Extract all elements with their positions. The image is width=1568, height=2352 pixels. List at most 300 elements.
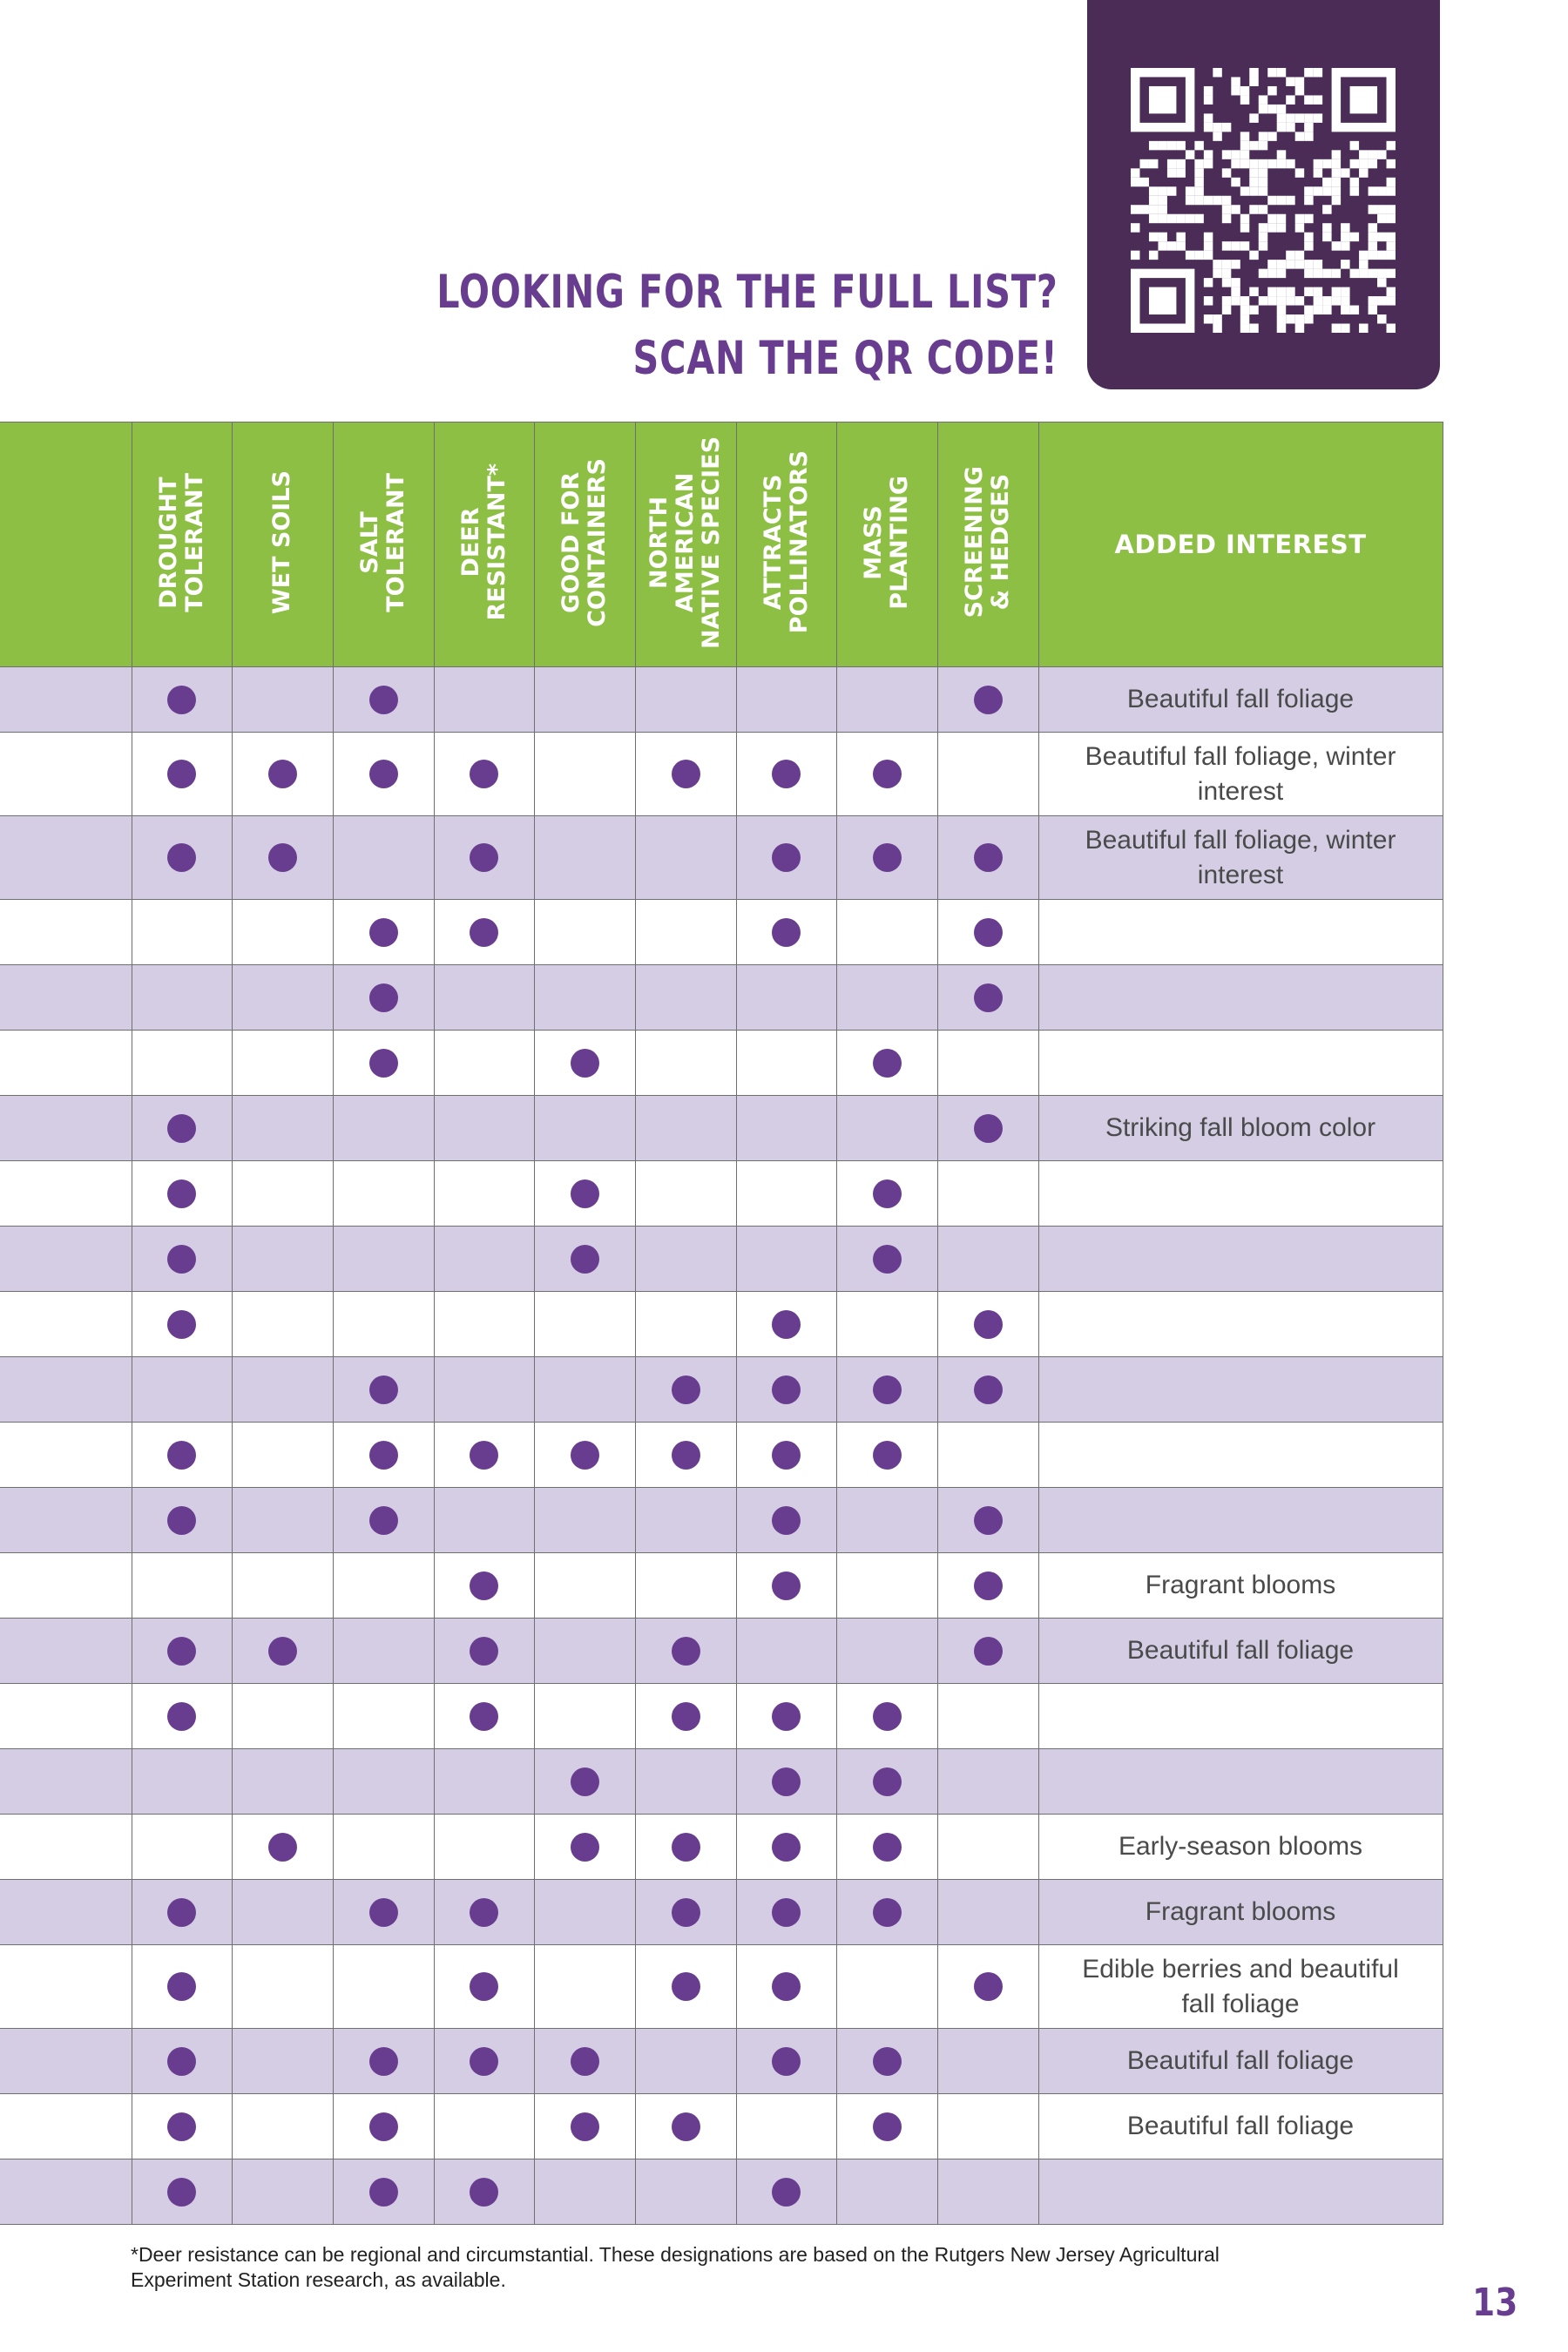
attribute-cell — [635, 1357, 736, 1423]
attribute-cell — [534, 1423, 635, 1488]
attribute-cell — [836, 1749, 937, 1815]
attribute-cell — [333, 1096, 434, 1161]
attribute-dot-icon — [167, 1637, 196, 1666]
attribute-cell — [937, 1880, 1038, 1945]
attribute-cell — [836, 1423, 937, 1488]
attribute-cell — [836, 1031, 937, 1096]
attribute-cell — [736, 1227, 836, 1292]
attribute-cell — [132, 2029, 232, 2094]
attribute-cell — [937, 2094, 1038, 2159]
attribute-dot-icon — [167, 2047, 196, 2076]
attribute-cell — [635, 1815, 736, 1880]
attribute-cell — [333, 816, 434, 900]
attribute-dot-icon — [369, 760, 398, 788]
column-header — [534, 422, 635, 667]
added-interest-cell — [1038, 900, 1443, 965]
plant-name-cell — [0, 1161, 132, 1227]
attribute-dot-icon — [672, 1833, 700, 1862]
attribute-dot-icon — [571, 1767, 599, 1796]
table-row — [0, 816, 1443, 900]
attribute-cell — [132, 1031, 232, 1096]
attribute-dot-icon — [772, 1571, 801, 1600]
attribute-cell — [635, 1227, 736, 1292]
attribute-cell — [937, 816, 1038, 900]
attribute-cell — [132, 1357, 232, 1423]
attribute-cell — [937, 1619, 1038, 1684]
attribute-dot-icon — [772, 2178, 801, 2207]
attribute-cell — [937, 1031, 1038, 1096]
attribute-cell — [534, 1880, 635, 1945]
attribute-cell — [232, 1684, 333, 1749]
attribute-cell — [836, 1553, 937, 1619]
attribute-cell — [333, 900, 434, 965]
column-header — [635, 422, 736, 667]
attribute-cell — [333, 1684, 434, 1749]
attribute-cell — [937, 1553, 1038, 1619]
attribute-cell — [333, 1423, 434, 1488]
plant-name-cell — [0, 1945, 132, 2029]
page-number: 13 — [1471, 2281, 1517, 2325]
table-row — [0, 2094, 1443, 2159]
attribute-dot-icon — [470, 2047, 498, 2076]
attribute-dot-icon — [571, 1441, 599, 1470]
attribute-dot-icon — [167, 1506, 196, 1535]
added-interest-cell — [1038, 1292, 1443, 1357]
attribute-dot-icon — [772, 1898, 801, 1927]
added-interest-cell: Beautiful fall foliage — [1038, 1619, 1443, 1684]
page-headline — [437, 260, 1058, 392]
added-interest-cell: Fragrant blooms — [1038, 1553, 1443, 1619]
attribute-cell — [434, 1684, 534, 1749]
plant-name-cell — [0, 816, 132, 900]
attribute-cell — [937, 733, 1038, 816]
plant-name-cell — [0, 2159, 132, 2225]
attribute-cell — [434, 1096, 534, 1161]
attribute-cell — [736, 1357, 836, 1423]
added-interest-cell — [1038, 1031, 1443, 1096]
plant-name-cell — [0, 965, 132, 1031]
attribute-dot-icon — [167, 2178, 196, 2207]
added-interest-cell: Beautiful fall foliage — [1038, 2029, 1443, 2094]
attribute-dot-icon — [772, 843, 801, 872]
attribute-cell — [434, 1488, 534, 1553]
attribute-cell — [534, 1684, 635, 1749]
attribute-cell — [534, 1031, 635, 1096]
attribute-cell — [736, 1423, 836, 1488]
attribute-dot-icon — [369, 1898, 398, 1927]
attribute-cell — [937, 1096, 1038, 1161]
attribute-cell — [534, 1292, 635, 1357]
attribute-cell — [534, 1815, 635, 1880]
attribute-cell — [937, 1292, 1038, 1357]
plant-name-cell — [0, 1619, 132, 1684]
attribute-cell — [836, 2159, 937, 2225]
table-row — [0, 900, 1443, 965]
attribute-cell — [534, 1357, 635, 1423]
headline-line-2: SCAN THE QR CODE! — [632, 332, 1058, 385]
attribute-cell — [635, 667, 736, 733]
attribute-cell — [534, 1227, 635, 1292]
attribute-dot-icon — [470, 1972, 498, 2001]
attribute-cell — [836, 965, 937, 1031]
table-row — [0, 1031, 1443, 1096]
attribute-cell — [635, 1292, 736, 1357]
attribute-dot-icon — [167, 1245, 196, 1274]
attribute-cell — [333, 667, 434, 733]
attribute-dot-icon — [772, 1833, 801, 1862]
table-row — [0, 1096, 1443, 1161]
attribute-cell — [736, 965, 836, 1031]
attribute-dot-icon — [470, 843, 498, 872]
added-interest-cell — [1038, 965, 1443, 1031]
added-interest-header — [1038, 422, 1443, 667]
attribute-dot-icon — [167, 1972, 196, 2001]
attribute-cell — [333, 1488, 434, 1553]
attribute-cell — [333, 1945, 434, 2029]
attribute-cell — [232, 667, 333, 733]
attribute-cell — [736, 816, 836, 900]
attribute-cell — [937, 965, 1038, 1031]
plant-name-cell — [0, 1880, 132, 1945]
attribute-cell — [635, 1619, 736, 1684]
attribute-dot-icon — [369, 1375, 398, 1404]
attribute-cell — [937, 1815, 1038, 1880]
attribute-cell — [232, 816, 333, 900]
attribute-cell — [635, 965, 736, 1031]
attribute-dot-icon — [167, 1310, 196, 1339]
added-interest-cell — [1038, 1161, 1443, 1227]
attribute-cell — [434, 1031, 534, 1096]
attribute-dot-icon — [974, 1571, 1003, 1600]
attribute-cell — [434, 1357, 534, 1423]
added-interest-cell — [1038, 1423, 1443, 1488]
attribute-cell — [232, 1488, 333, 1553]
column-header — [736, 422, 836, 667]
attribute-cell — [232, 2159, 333, 2225]
plant-attributes-table — [0, 422, 1443, 2225]
attribute-cell — [836, 1161, 937, 1227]
attribute-dot-icon — [167, 760, 196, 788]
attribute-cell — [434, 1619, 534, 1684]
attribute-cell — [132, 816, 232, 900]
attribute-cell — [836, 900, 937, 965]
added-interest-header-label: ADDED INTEREST — [1114, 530, 1367, 559]
headline-line-1: LOOKING FOR THE FULL LIST? — [436, 266, 1058, 319]
column-header-label: GOOD FOR CONTAINERS — [558, 457, 611, 627]
attribute-cell — [836, 1945, 937, 2029]
attribute-dot-icon — [873, 2047, 902, 2076]
attribute-cell — [736, 1945, 836, 2029]
attribute-cell — [635, 1423, 736, 1488]
attribute-cell — [434, 1815, 534, 1880]
attribute-dot-icon — [167, 1898, 196, 1927]
attribute-cell — [736, 1880, 836, 1945]
attribute-dot-icon — [772, 2047, 801, 2076]
attribute-cell — [434, 1749, 534, 1815]
column-header-label: NORTH AMERICAN NATIVE SPECIES — [645, 436, 725, 649]
attribute-dot-icon — [571, 2112, 599, 2141]
attribute-cell — [132, 1488, 232, 1553]
column-header — [937, 422, 1038, 667]
attribute-dot-icon — [974, 918, 1003, 947]
attribute-cell — [434, 2159, 534, 2225]
table-row — [0, 1684, 1443, 1749]
attribute-cell — [534, 1161, 635, 1227]
attribute-cell — [635, 900, 736, 965]
attribute-cell — [937, 1423, 1038, 1488]
added-interest-cell: Striking fall bloom color — [1038, 1096, 1443, 1161]
attribute-cell — [736, 2094, 836, 2159]
attribute-dot-icon — [672, 760, 700, 788]
attribute-dot-icon — [974, 686, 1003, 714]
attribute-cell — [836, 1684, 937, 1749]
table-row — [0, 1227, 1443, 1292]
attribute-cell — [534, 2029, 635, 2094]
attribute-cell — [333, 2029, 434, 2094]
attribute-cell — [836, 1357, 937, 1423]
attribute-dot-icon — [772, 1506, 801, 1535]
attribute-cell — [232, 733, 333, 816]
attribute-dot-icon — [873, 1179, 902, 1208]
attribute-cell — [132, 1553, 232, 1619]
plant-name-cell — [0, 2094, 132, 2159]
attribute-dot-icon — [470, 1898, 498, 1927]
attribute-cell — [736, 1749, 836, 1815]
attribute-cell — [333, 965, 434, 1031]
qr-panel — [1087, 0, 1440, 389]
attribute-dot-icon — [369, 2047, 398, 2076]
added-interest-cell — [1038, 2159, 1443, 2225]
attribute-cell — [132, 1815, 232, 1880]
table-row — [0, 1749, 1443, 1815]
attribute-cell — [635, 1684, 736, 1749]
attribute-dot-icon — [268, 1637, 297, 1666]
attribute-cell — [534, 1749, 635, 1815]
attribute-cell — [434, 900, 534, 965]
table-row — [0, 1488, 1443, 1553]
attribute-cell — [333, 1357, 434, 1423]
table-row — [0, 1423, 1443, 1488]
attribute-dot-icon — [470, 918, 498, 947]
attribute-dot-icon — [571, 1833, 599, 1862]
attribute-dot-icon — [167, 843, 196, 872]
attribute-cell — [534, 1488, 635, 1553]
attribute-cell — [836, 2029, 937, 2094]
attribute-cell — [333, 1619, 434, 1684]
attribute-cell — [937, 1684, 1038, 1749]
plant-name-cell — [0, 1096, 132, 1161]
table-row — [0, 1880, 1443, 1945]
table-row — [0, 1357, 1443, 1423]
attribute-cell — [132, 2159, 232, 2225]
attribute-cell — [736, 2159, 836, 2225]
attribute-cell — [434, 2029, 534, 2094]
attribute-dot-icon — [672, 2112, 700, 2141]
attribute-dot-icon — [470, 1637, 498, 1666]
attribute-cell — [333, 1292, 434, 1357]
attribute-dot-icon — [369, 2112, 398, 2141]
attribute-cell — [434, 1423, 534, 1488]
attribute-dot-icon — [369, 1506, 398, 1535]
attribute-cell — [232, 1945, 333, 2029]
attribute-cell — [635, 2094, 736, 2159]
attribute-cell — [132, 1292, 232, 1357]
attribute-cell — [434, 965, 534, 1031]
footnote: *Deer resistance can be regional and circumstantial. These designations are based on the Rutgers New Jersey Agricultural Experiment Station research, as available. — [131, 2243, 1220, 2291]
attribute-dot-icon — [571, 1049, 599, 1078]
column-header-label: ATTRACTS POLLINATORS — [759, 450, 813, 634]
attribute-dot-icon — [672, 1702, 700, 1731]
attribute-cell — [937, 1488, 1038, 1553]
column-header-label: SCREENING & HEDGES — [961, 466, 1014, 618]
attribute-cell — [635, 1161, 736, 1227]
attribute-dot-icon — [772, 760, 801, 788]
attribute-cell — [736, 1684, 836, 1749]
attribute-cell — [232, 2029, 333, 2094]
attribute-cell — [534, 667, 635, 733]
table-row — [0, 1292, 1443, 1357]
attribute-cell — [132, 1096, 232, 1161]
attribute-dot-icon — [873, 1833, 902, 1862]
attribute-cell — [836, 1292, 937, 1357]
attribute-cell — [333, 1161, 434, 1227]
attribute-dot-icon — [873, 1441, 902, 1470]
attribute-dot-icon — [167, 1441, 196, 1470]
table-row — [0, 1945, 1443, 2029]
attribute-dot-icon — [974, 1114, 1003, 1143]
plant-name-cell — [0, 2029, 132, 2094]
attribute-dot-icon — [873, 1245, 902, 1274]
attribute-cell — [736, 1096, 836, 1161]
plant-name-cell — [0, 667, 132, 733]
attribute-cell — [937, 900, 1038, 965]
plant-name-cell — [0, 1357, 132, 1423]
attribute-cell — [937, 1357, 1038, 1423]
attribute-cell — [836, 1227, 937, 1292]
attribute-dot-icon — [369, 918, 398, 947]
attribute-cell — [434, 1945, 534, 2029]
column-header-label: MASS PLANTING — [860, 475, 913, 610]
attribute-cell — [534, 733, 635, 816]
plant-name-cell — [0, 1031, 132, 1096]
attribute-cell — [232, 1423, 333, 1488]
attribute-dot-icon — [470, 2178, 498, 2207]
plant-name-cell — [0, 1553, 132, 1619]
attribute-cell — [534, 965, 635, 1031]
attribute-dot-icon — [369, 1441, 398, 1470]
attribute-cell — [736, 2029, 836, 2094]
attribute-dot-icon — [772, 1767, 801, 1796]
attribute-cell — [434, 1227, 534, 1292]
attribute-cell — [937, 667, 1038, 733]
attribute-dot-icon — [772, 918, 801, 947]
attribute-cell — [534, 900, 635, 965]
attribute-cell — [333, 1031, 434, 1096]
attribute-dot-icon — [974, 1375, 1003, 1404]
column-header — [333, 422, 434, 667]
added-interest-cell — [1038, 1357, 1443, 1423]
attribute-cell — [836, 2094, 937, 2159]
attribute-cell — [232, 1357, 333, 1423]
attribute-dot-icon — [369, 983, 398, 1012]
attribute-cell — [736, 1292, 836, 1357]
attribute-cell — [736, 1619, 836, 1684]
attribute-cell — [836, 1815, 937, 1880]
attribute-dot-icon — [167, 1179, 196, 1208]
attribute-cell — [534, 1096, 635, 1161]
attribute-cell — [132, 1619, 232, 1684]
table-row — [0, 667, 1443, 733]
attribute-cell — [232, 1292, 333, 1357]
attribute-cell — [635, 816, 736, 900]
attribute-dot-icon — [672, 1375, 700, 1404]
attribute-cell — [232, 2094, 333, 2159]
attribute-cell — [736, 1031, 836, 1096]
attribute-cell — [232, 1815, 333, 1880]
plant-name-cell — [0, 900, 132, 965]
attribute-cell — [132, 1227, 232, 1292]
attribute-cell — [232, 1227, 333, 1292]
attribute-dot-icon — [873, 843, 902, 872]
attribute-cell — [736, 667, 836, 733]
added-interest-cell — [1038, 1488, 1443, 1553]
attribute-cell — [434, 816, 534, 900]
plant-name-cell — [0, 1749, 132, 1815]
attribute-cell — [132, 733, 232, 816]
attribute-cell — [635, 1488, 736, 1553]
added-interest-cell: Beautiful fall foliage, winter interest — [1038, 816, 1443, 900]
attribute-cell — [736, 900, 836, 965]
attribute-dot-icon — [873, 1702, 902, 1731]
attribute-cell — [937, 1945, 1038, 2029]
attribute-cell — [333, 733, 434, 816]
attribute-cell — [132, 900, 232, 965]
attribute-cell — [836, 816, 937, 900]
attribute-dot-icon — [974, 983, 1003, 1012]
attribute-cell — [635, 733, 736, 816]
attribute-cell — [232, 1880, 333, 1945]
attribute-cell — [232, 1619, 333, 1684]
attribute-dot-icon — [167, 1114, 196, 1143]
attribute-cell — [232, 965, 333, 1031]
attribute-dot-icon — [873, 1898, 902, 1927]
attribute-cell — [736, 1815, 836, 1880]
attribute-dot-icon — [470, 1441, 498, 1470]
added-interest-cell — [1038, 1749, 1443, 1815]
attribute-cell — [232, 1749, 333, 1815]
attribute-dot-icon — [772, 1441, 801, 1470]
attribute-dot-icon — [167, 2112, 196, 2141]
table-row — [0, 1553, 1443, 1619]
added-interest-cell — [1038, 1227, 1443, 1292]
qr-code-icon[interactable] — [1131, 68, 1396, 333]
attribute-cell — [333, 2094, 434, 2159]
attribute-cell — [836, 1880, 937, 1945]
attribute-cell — [232, 1161, 333, 1227]
attribute-cell — [635, 1945, 736, 2029]
plant-name-cell — [0, 1815, 132, 1880]
attribute-dot-icon — [369, 686, 398, 714]
added-interest-cell: Edible berries and beautiful fall foliage — [1038, 1945, 1443, 2029]
attribute-cell — [333, 1553, 434, 1619]
attribute-cell — [836, 733, 937, 816]
attribute-dot-icon — [369, 2178, 398, 2207]
column-header — [434, 422, 534, 667]
attribute-cell — [333, 1880, 434, 1945]
plant-name-cell — [0, 1423, 132, 1488]
attribute-dot-icon — [974, 1972, 1003, 2001]
attribute-cell — [635, 1880, 736, 1945]
